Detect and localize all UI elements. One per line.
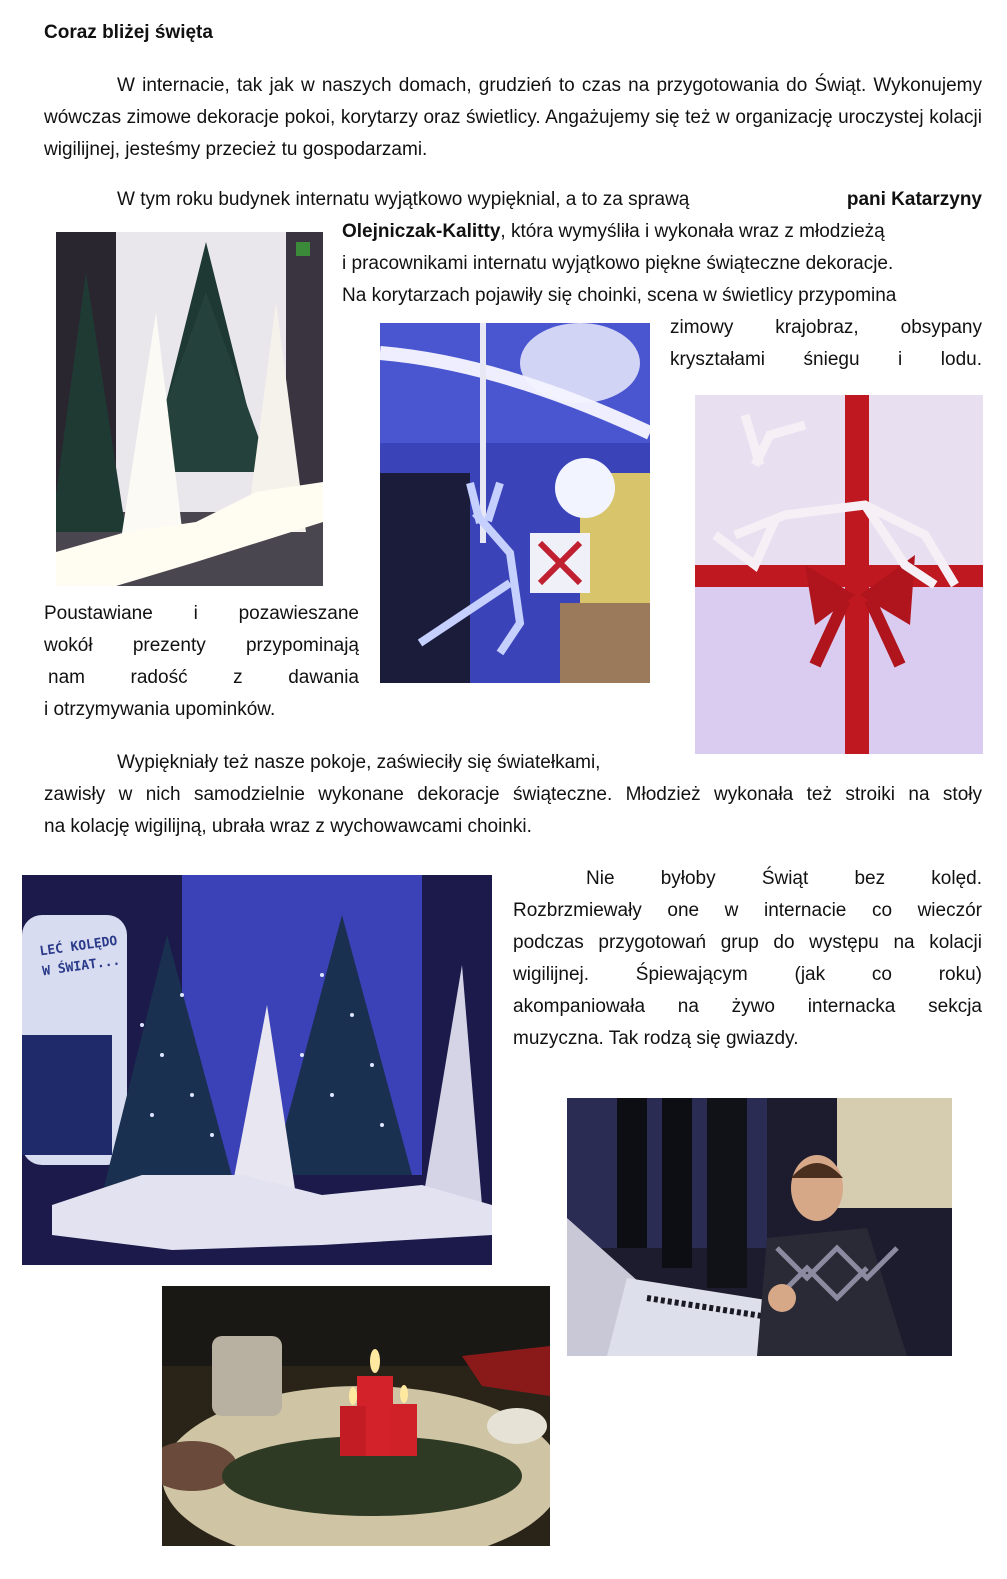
paragraph-5-line-1: Nie byłoby Świąt bez kolęd.: [586, 868, 982, 889]
paragraph-5-line-3: podczas przygotowań grup do występu na kolacji: [513, 932, 982, 953]
paragraph-3-line-1: Poustawiane i pozawieszane: [44, 603, 359, 624]
paragraph-5-line-4: wigilijnej. Śpiewającym (jak co roku): [513, 964, 982, 985]
paragraph-2-line-1: W tym roku budynek internatu wyjątkowo wypięknial, a to za sprawą pani Katarzyny: [117, 189, 982, 210]
paragraph-2-line-6: kryształami śniegu i lodu.: [670, 349, 982, 370]
paragraph-4-line-1: Wypiękniały też nasze pokoje, zaświeciły się światełkami,: [117, 752, 601, 773]
paragraph-4-line-2: zawisły w nich samodzielnie wykonane dekoracje świąteczne. Młodzież wykonała też stroiki na stoły: [44, 784, 982, 805]
paragraph-3-line-2: wokół prezenty przypominają: [44, 635, 359, 656]
paragraph-2-line-5: zimowy krajobraz, obsypany: [670, 317, 982, 338]
photo-christmas-trees-corridor: [56, 232, 323, 586]
photo-gift-reindeer: [695, 395, 983, 754]
paragraph-3-line-3: nam radość z dawania: [48, 667, 359, 688]
paragraph-5-line-6: muzyczna. Tak rodzą się gwiazdy.: [513, 1028, 799, 1049]
paragraph-4-line-3: na kolację wigilijną, ubrała wraz z wychowawcami choinki.: [44, 816, 532, 837]
paragraph-intro: W internacie, tak jak w naszych domach, grudzień to czas na przygotowania do Świąt. Wykonujemy wówczas zimowe dekoracje pokoi, korytarzy oraz świetlicy. Angażujemy się też w organizację uroczystej kolacji wigilijnej, jesteśmy przecież tu gospodarzami.: [44, 75, 982, 160]
paragraph-5-line-2: Rozbrzmiewały one w internacie co wieczór: [513, 900, 982, 921]
paragraph-2-line-2: Olejniczak-Kalitty, która wymyśliła i wykonała wraz z młodzieżą: [342, 221, 885, 242]
photo-keyboard-player: [567, 1098, 952, 1356]
paragraph-2-line-3: i pracownikami internatu wyjątkowo piękne świąteczne dekoracje.: [342, 253, 894, 274]
paragraph-5-line-5: akompaniowała na żywo internacka sekcja: [513, 996, 982, 1017]
photo-advent-candles: [162, 1286, 550, 1546]
paragraph-2-line-4: Na korytarzach pojawiły się choinki, scena w świetlicy przypomina: [342, 285, 897, 306]
photo-stage-blue-trees: [22, 875, 492, 1265]
photo-hanging-reindeer: [380, 323, 650, 683]
paragraph-3-line-4: i otrzymywania upominków.: [44, 699, 276, 720]
stage-sign-text: LEĆ KOLĘDO W ŚWIAT...: [38, 933, 122, 980]
page-title: Coraz bliżej święta: [44, 22, 213, 43]
